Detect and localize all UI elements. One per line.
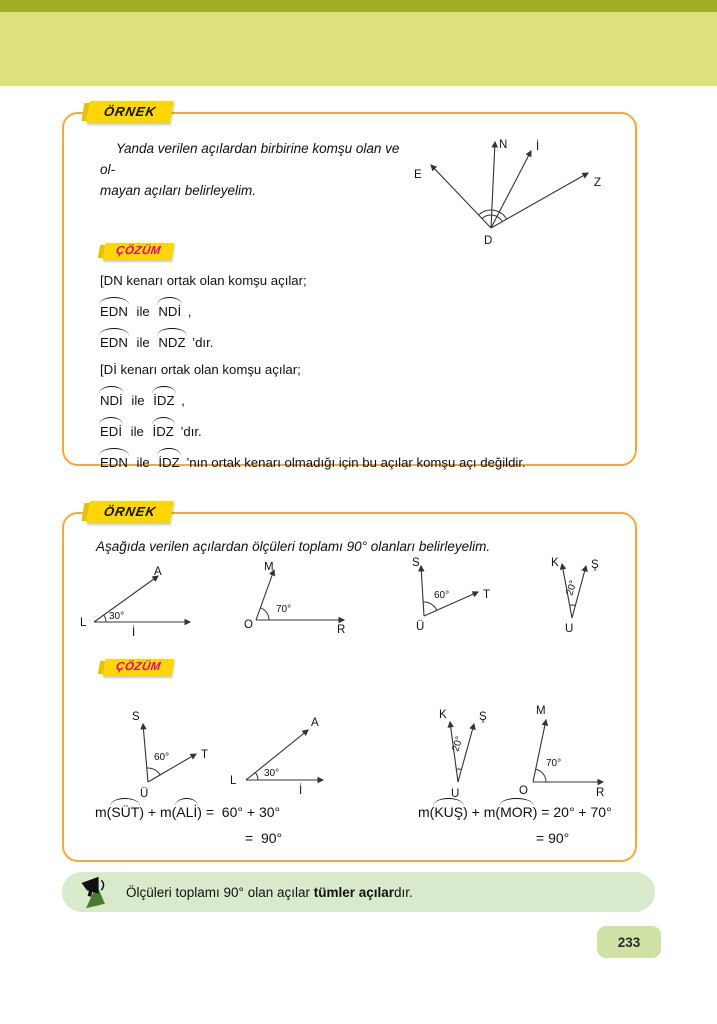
point-label: Ü [416, 621, 425, 633]
cozum-label: ÇÖZÜM [115, 245, 162, 257]
note-bold: tümler açılar [313, 884, 395, 900]
eq-result: = 90° [536, 830, 570, 846]
eq-part: ) = [197, 804, 218, 820]
cozum-label: ÇÖZÜM [115, 661, 162, 673]
connector: ile [130, 424, 144, 439]
angle-name: NDİ [158, 299, 181, 321]
top-band-light [0, 12, 717, 86]
suffix: ’dır. [180, 424, 202, 439]
angle-name: İDZ [158, 450, 179, 472]
eq-part: ) + m( [139, 804, 177, 820]
megaphone-icon [76, 874, 114, 910]
point-label: Ş [479, 711, 487, 723]
angle-measure: 20° [564, 579, 580, 597]
point-label: İ [299, 785, 303, 797]
point-label-D: D [484, 235, 493, 247]
connector: ile [136, 335, 150, 350]
angle-name: KUŞ [434, 800, 463, 820]
point-label: O [519, 785, 528, 797]
equation-left-line1 [95, 800, 282, 820]
ornek-label: ÖRNEK [102, 104, 158, 119]
equation-right-line1 [418, 800, 612, 820]
solution-line-1 [100, 272, 628, 290]
connector: ile [131, 393, 145, 408]
eq-part: ) = [532, 804, 554, 820]
figure-solution-kus-mor [428, 694, 618, 809]
point-label: A [311, 717, 319, 729]
angle-measure: 20° [450, 735, 466, 753]
angle-measure: 30° [109, 611, 125, 622]
suffix: , [181, 393, 185, 408]
page-number-text: 233 [617, 934, 641, 950]
eq-part: m( [95, 804, 112, 820]
solution-line-2 [100, 299, 628, 321]
figure-angle-kus [548, 554, 668, 639]
example2-intro [96, 536, 621, 557]
example1-cozum-tab [103, 243, 175, 260]
point-label: M [264, 562, 274, 573]
point-label: L [80, 617, 87, 629]
ornek-label: ÖRNEK [102, 504, 158, 519]
example1-intro [100, 138, 418, 201]
figure-angle-sut [408, 556, 548, 636]
solution-line-4 [100, 361, 628, 379]
angle-name: NDİ [100, 388, 123, 410]
suffix: ’dır. [192, 335, 214, 350]
figure-adjacent-angles [396, 126, 638, 256]
point-label: İ [132, 627, 136, 639]
angle-measure: 30° [264, 768, 280, 779]
point-label: T [483, 589, 491, 601]
eq-part: ) + m( [463, 804, 501, 820]
example1-solution [100, 272, 628, 481]
angle-measure: 70° [546, 758, 562, 769]
point-label: Ş [591, 559, 599, 571]
connector: ile [136, 304, 150, 319]
solution-line-5 [100, 388, 628, 410]
angle-name: İDZ [153, 419, 174, 441]
line-text: [Dİ kenarı ortak olan komşu açılar; [100, 362, 301, 377]
point-label: K [551, 557, 559, 569]
point-label: U [565, 623, 574, 635]
equation-right [418, 800, 612, 846]
example1-ornek-tab [86, 101, 174, 123]
solution-line-7 [100, 450, 628, 472]
solution-line-6 [100, 419, 628, 441]
angle-measure: 60° [434, 590, 450, 601]
angle-name: ALİ [176, 800, 197, 820]
angle-measure: 70° [276, 604, 292, 615]
point-label: A [154, 566, 162, 578]
page-number [597, 926, 661, 958]
equation-left-line2 [245, 830, 282, 846]
point-label: R [596, 787, 605, 799]
example2-ornek-tab [86, 501, 174, 523]
intro-line1: Yanda verilen açılardan birbirine komşu olan ve ol- [100, 141, 400, 177]
point-label: T [201, 749, 209, 761]
point-label: U [451, 788, 460, 800]
example2-cozum-tab [103, 659, 175, 676]
top-band-dark [0, 0, 717, 12]
point-label: L [230, 775, 237, 787]
point-label: K [439, 709, 447, 721]
angle-name: EDN [100, 330, 128, 352]
point-label-E: E [414, 169, 422, 181]
figure-angle-lai [78, 566, 218, 646]
intro-text: Aşağıda verilen açılardan ölçüleri toplamı 90° olanları belirleyelim. [96, 539, 491, 554]
angle-name: EDN [100, 299, 128, 321]
point-label: S [132, 711, 140, 723]
figure-solution-sut-ali [118, 694, 358, 809]
point-label-Z: Z [594, 177, 602, 189]
note-pre: Ölçüleri toplamı 90° olan açılar [126, 884, 314, 900]
angle-measure: 60° [154, 752, 170, 763]
note-text [126, 885, 413, 900]
angle-name: NDZ [158, 330, 185, 352]
figure-angle-mor [242, 562, 382, 642]
angle-name: SÜT [111, 800, 139, 820]
eq-rhs: 60° + 30° [217, 804, 281, 820]
angle-name: EDİ [100, 419, 122, 441]
angle-name: MOR [500, 800, 533, 820]
note-post: dır. [394, 884, 413, 900]
suffix: , [187, 304, 192, 319]
point-label: R [337, 624, 346, 636]
note-box [62, 872, 655, 912]
equation-right-line2 [536, 830, 612, 846]
equation-left [95, 800, 282, 846]
point-label: S [412, 557, 420, 569]
intro-line2: mayan açıları belirleyelim. [100, 183, 257, 198]
point-label: Ü [140, 788, 149, 800]
connector: ile [136, 455, 150, 470]
line-text: [DN kenarı ortak olan komşu açılar; [100, 273, 307, 288]
point-label-I: İ [536, 141, 540, 153]
angle-name: EDN [100, 450, 128, 472]
solution-line-3 [100, 330, 628, 352]
point-label-N: N [499, 139, 508, 151]
eq-part: m( [418, 804, 435, 820]
eq-rhs: 20° + 70° [553, 804, 612, 820]
point-label: O [244, 619, 253, 631]
point-label: M [536, 705, 546, 717]
angle-name: İDZ [153, 388, 174, 410]
eq-result: = 90° [245, 830, 283, 846]
suffix: ’nın ortak kenarı olmadığı için bu açılar komşu açı değildir. [186, 455, 526, 470]
